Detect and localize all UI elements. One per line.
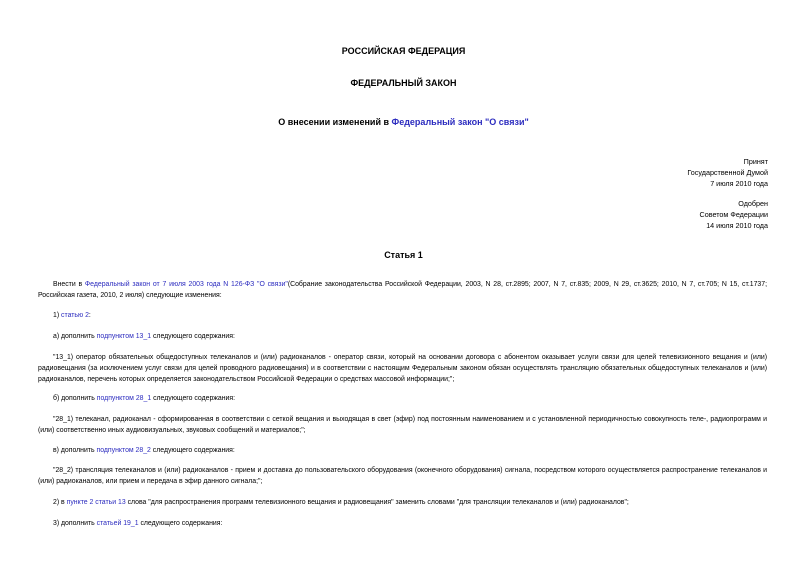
item-2-rest: слова "для распространения программ телевизионного вещания и радиовещания" заменить словами "для трансляции телеканалов и (или) радиоканалов"; xyxy=(125,499,629,506)
subitem-b-link[interactable]: подпунктом 28_1 xyxy=(96,395,152,402)
article-heading: Статья 1 xyxy=(384,250,423,260)
item-3-prefix: 3) дополнить xyxy=(53,520,97,527)
subitem-a-text: "13_1) оператор обязательных общедоступных телеканалов и (или) радиоканалов - оператор связи, который на основании договора с абонентом оказывает услуги связи для целей телевизионного вещания и (или) радиовещания (за исключением услуг связи для целей проводного радиовещания) и в соответствии с настоящим Федеральным законом обязан осуществлять трансляцию обязательных общедоступных телеканалов и (или) радиоканалов, перечень которых определяется законодательством Российской Федерации о средствах массовой информации;"; xyxy=(38,354,767,383)
subitem-v-link[interactable]: подпунктом 28_2 xyxy=(96,447,151,454)
approval-line-1: Одобрен xyxy=(738,199,768,208)
adoption-line-1: Принят xyxy=(743,157,768,166)
subitem-v-suffix: следующего содержания: xyxy=(150,447,235,454)
adoption-line-3: 7 июля 2010 года xyxy=(710,179,768,188)
item-2-link[interactable]: пункте 2 статьи 13 xyxy=(66,499,126,506)
subitem-a-link[interactable]: подпунктом 13_1 xyxy=(96,333,152,340)
law-title-prefix: О внесении изменений в xyxy=(278,117,392,127)
intro-law-link[interactable]: Федеральный закон от 7 июля 2003 года N 126-ФЗ "О связи" xyxy=(84,281,288,288)
subitem-b-suffix: следующего содержания: xyxy=(151,395,236,402)
intro-rest: (Собрание законодательства Российской Федерации, 2003, N 28, ст.2895; 2007, N 7, ст.835; 2009, N 29, ст.3625; 2010, N 7, ст.705; N 15, ст.1737; Российская газета, 2010, 2 июля) следующие изменения: xyxy=(38,281,767,299)
approval-line-2: Советом Федерации xyxy=(699,210,768,219)
subitem-v-text: "28_2) трансляция телеканалов и (или) радиоканалов - прием и доставка до пользовательского оборудования (оконечного оборудования) сигнала, посредством которого осуществляется распространение телеканалов и (или) радиоканалов, или прием и передача в эфир данного сигнала;"; xyxy=(38,467,767,485)
item-3-link[interactable]: статьей 19_1 xyxy=(96,520,139,527)
subitem-a-paragraph xyxy=(38,331,767,342)
law-title xyxy=(0,117,807,127)
adoption-line-2: Государственной Думой xyxy=(687,168,768,177)
subitem-b-prefix: б) дополнить xyxy=(53,395,97,402)
law-title-link[interactable]: Федеральный закон "О связи" xyxy=(391,117,529,127)
subitem-v-paragraph xyxy=(38,445,767,456)
item-2-paragraph xyxy=(38,497,767,508)
item-1-paragraph xyxy=(38,310,767,321)
item-2-prefix: 2) в xyxy=(53,499,67,506)
article-intro-paragraph xyxy=(38,279,767,301)
adoption-block xyxy=(687,156,768,189)
item-1-suffix: : xyxy=(88,312,91,319)
intro-prefix: Внести в xyxy=(53,281,85,288)
subitem-v-prefix: в) дополнить xyxy=(53,447,97,454)
country-heading: РОССИЙСКАЯ ФЕДЕРАЦИЯ xyxy=(341,46,466,56)
document-type-heading: ФЕДЕРАЛЬНЫЙ ЗАКОН xyxy=(350,78,457,88)
subitem-b-paragraph xyxy=(38,393,767,404)
approval-line-3: 14 июля 2010 года xyxy=(706,221,768,230)
subitem-a-prefix: а) дополнить xyxy=(53,333,97,340)
item-1-prefix: 1) xyxy=(53,312,62,319)
item-3-suffix: следующего содержания: xyxy=(138,520,223,527)
item-3-paragraph xyxy=(38,518,767,529)
approval-block xyxy=(700,198,768,231)
subitem-a-suffix: следующего содержания: xyxy=(151,333,235,340)
subitem-b-text: "28_1) телеканал, радиоканал - сформированная в соответствии с сеткой вещания и выходящая в свет (эфир) под постоянным наименованием и с установленной периодичностью совокупность теле-, радиопрограмм и (или) соответственно иных аудиовизуальных, звуковых сообщений и материалов;"; xyxy=(38,416,767,434)
item-1-link[interactable]: статью 2 xyxy=(61,312,89,319)
